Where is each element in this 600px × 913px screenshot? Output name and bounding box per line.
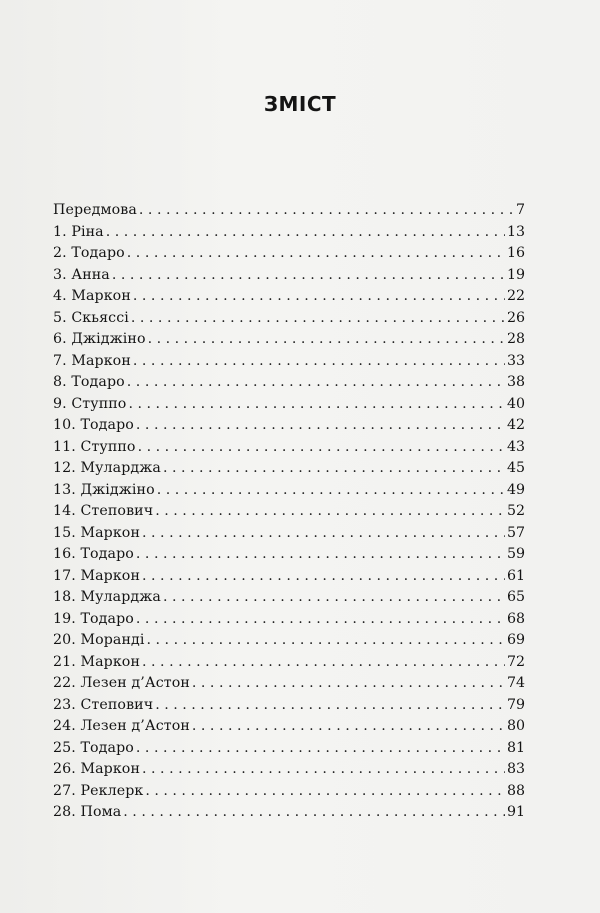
toc-entry-page-number: 59 bbox=[506, 546, 525, 562]
toc-entry-label: 18. Муларджа bbox=[53, 589, 161, 605]
dot-leader bbox=[136, 415, 505, 437]
dot-leader bbox=[192, 673, 505, 695]
toc-entry-label: 3. Анна bbox=[53, 266, 110, 283]
dot-leader bbox=[112, 265, 505, 287]
toc-entry-label: 1. Ріна bbox=[53, 223, 104, 240]
toc-entry bbox=[53, 501, 525, 523]
toc-entry-label: 2. Тодаро bbox=[53, 245, 125, 261]
dot-leader bbox=[136, 738, 505, 760]
toc-entry-page-number: 22 bbox=[506, 288, 525, 304]
dot-leader bbox=[155, 695, 505, 717]
dot-leader bbox=[148, 329, 505, 351]
dot-leader bbox=[139, 200, 514, 222]
toc-entry bbox=[53, 480, 525, 502]
toc-entry-page-number: 83 bbox=[506, 761, 525, 777]
toc-entry bbox=[53, 243, 525, 265]
toc-entry-page-number: 38 bbox=[506, 374, 525, 390]
toc-entry-page-number: 16 bbox=[506, 245, 525, 261]
toc-entry-page-number: 88 bbox=[506, 782, 525, 799]
dot-leader bbox=[136, 609, 505, 631]
toc-entry-label: 19. Тодаро bbox=[53, 610, 134, 627]
dot-leader bbox=[163, 458, 505, 480]
toc-entry-page-number: 80 bbox=[506, 718, 525, 734]
toc-entry bbox=[53, 673, 525, 695]
dot-leader bbox=[155, 501, 505, 523]
toc-entry-label: 12. Муларджа bbox=[53, 460, 161, 476]
toc-entry-page-number: 61 bbox=[506, 567, 525, 584]
toc-entry-page-number: 49 bbox=[506, 481, 525, 498]
toc-entry-page-number: 13 bbox=[506, 223, 525, 240]
toc-entry bbox=[53, 308, 525, 330]
toc-entry bbox=[53, 265, 525, 287]
toc-entry-page-number: 19 bbox=[506, 266, 525, 283]
dot-leader bbox=[163, 587, 505, 609]
toc-entry-label: 9. Ступпо bbox=[53, 395, 127, 412]
dot-leader bbox=[128, 394, 504, 416]
toc-entry-label: 22. Лезен д’Астон bbox=[53, 675, 190, 691]
toc-entry-page-number: 57 bbox=[506, 524, 525, 541]
dot-leader bbox=[147, 630, 505, 652]
dot-leader bbox=[123, 802, 505, 824]
toc-entry-label: 13. Джіджіно bbox=[53, 481, 155, 498]
toc-entry-page-number: 52 bbox=[506, 503, 525, 519]
toc-entry-label: 10. Тодаро bbox=[53, 417, 134, 433]
dot-leader bbox=[142, 566, 505, 588]
toc-entry-label: 4. Маркон bbox=[53, 288, 131, 304]
toc-entry bbox=[53, 759, 525, 781]
toc-entry-label: 7. Маркон bbox=[53, 352, 131, 369]
dot-leader bbox=[142, 523, 505, 545]
toc-entry-label: 20. Моранді bbox=[53, 632, 145, 648]
toc-entry bbox=[53, 415, 525, 437]
toc-entry bbox=[53, 372, 525, 394]
toc-entry-label: 6. Джіджіно bbox=[53, 331, 146, 347]
toc-entry-label: 21. Маркон bbox=[53, 653, 141, 670]
toc-entry-page-number: 42 bbox=[506, 417, 525, 433]
toc-entry bbox=[53, 652, 525, 674]
page-title: ЗМІСТ bbox=[263, 92, 337, 116]
toc-entry bbox=[53, 716, 525, 738]
toc-entry-label: Передмова bbox=[53, 202, 137, 218]
dot-leader bbox=[133, 286, 505, 308]
toc-entry bbox=[53, 523, 525, 545]
toc-entry-page-number: 7 bbox=[515, 202, 525, 218]
toc-entry-label: 11. Ступпо bbox=[53, 438, 136, 455]
toc-entry bbox=[53, 437, 525, 459]
toc-entry bbox=[53, 630, 525, 652]
toc-entry-label: 14. Степович bbox=[53, 503, 154, 519]
toc-entry bbox=[53, 802, 525, 824]
toc-entry-page-number: 45 bbox=[506, 460, 525, 476]
dot-leader bbox=[142, 759, 505, 781]
toc-entry bbox=[53, 609, 525, 631]
toc-entry bbox=[53, 286, 525, 308]
toc-entry-page-number: 72 bbox=[506, 653, 525, 670]
dot-leader bbox=[142, 652, 505, 674]
dot-leader bbox=[136, 544, 505, 566]
toc-entry-label: 24. Лезен д’Астон bbox=[53, 718, 190, 734]
toc-entry-page-number: 69 bbox=[506, 632, 525, 648]
toc-entry bbox=[53, 695, 525, 717]
toc-entry-label: 16. Тодаро bbox=[53, 546, 134, 562]
dot-leader bbox=[106, 222, 505, 244]
toc-entry-page-number: 68 bbox=[506, 610, 525, 627]
toc-entry-page-number: 26 bbox=[506, 309, 525, 326]
toc-entry-label: 8. Тодаро bbox=[53, 374, 125, 390]
toc-entry-page-number: 43 bbox=[506, 438, 525, 455]
table-of-contents bbox=[53, 200, 525, 824]
toc-entry-label: 28. Пома bbox=[53, 804, 122, 820]
toc-entry-label: 26. Маркон bbox=[53, 761, 141, 777]
toc-entry bbox=[53, 222, 525, 244]
toc-entry-page-number: 65 bbox=[506, 589, 525, 605]
toc-entry-page-number: 91 bbox=[506, 804, 525, 820]
toc-entry-label: 17. Маркон bbox=[53, 567, 141, 584]
dot-leader bbox=[127, 243, 505, 265]
dot-leader bbox=[192, 716, 505, 738]
toc-entry-label: 23. Степович bbox=[53, 696, 154, 713]
dot-leader bbox=[131, 308, 505, 330]
toc-entry bbox=[53, 458, 525, 480]
toc-entry-label: 5. Скьяссі bbox=[53, 309, 129, 326]
toc-entry bbox=[53, 738, 525, 760]
dot-leader bbox=[133, 351, 505, 373]
toc-entry-page-number: 81 bbox=[506, 739, 525, 756]
dot-leader bbox=[157, 480, 505, 502]
toc-entry-page-number: 28 bbox=[506, 331, 525, 347]
toc-entry-page-number: 79 bbox=[506, 696, 525, 713]
toc-entry-label: 15. Маркон bbox=[53, 524, 141, 541]
toc-entry bbox=[53, 351, 525, 373]
toc-entry-page-number: 40 bbox=[506, 395, 525, 412]
toc-entry bbox=[53, 566, 525, 588]
toc-entry-label: 25. Тодаро bbox=[53, 739, 134, 756]
toc-entry bbox=[53, 587, 525, 609]
toc-entry bbox=[53, 394, 525, 416]
dot-leader bbox=[138, 437, 505, 459]
toc-entry bbox=[53, 329, 525, 351]
toc-entry-label: 27. Реклерк bbox=[53, 782, 144, 799]
toc-entry bbox=[53, 544, 525, 566]
toc-entry-page-number: 33 bbox=[506, 352, 525, 369]
toc-entry bbox=[53, 781, 525, 803]
toc-entry-page-number: 74 bbox=[506, 675, 525, 691]
dot-leader bbox=[127, 372, 505, 394]
dot-leader bbox=[145, 781, 505, 803]
toc-entry bbox=[53, 200, 525, 222]
